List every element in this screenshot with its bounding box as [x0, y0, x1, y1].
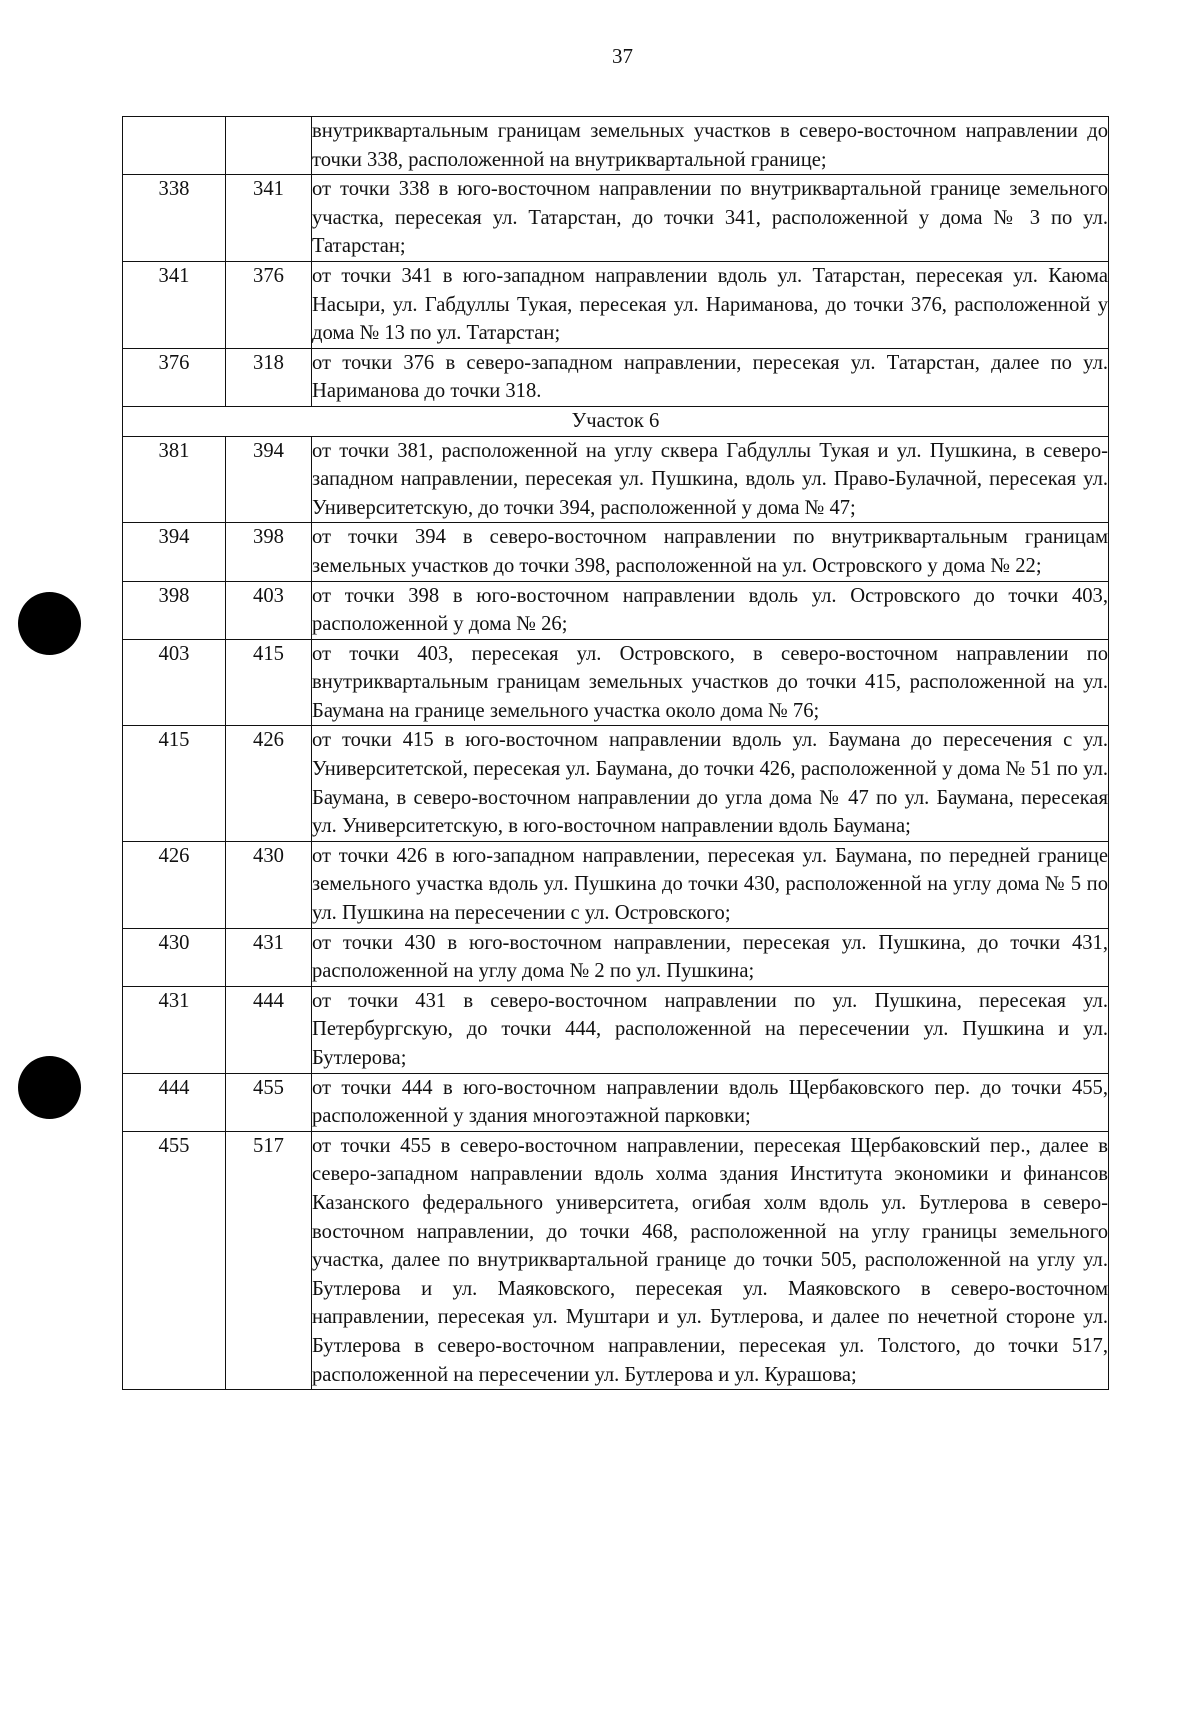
- point-from: 394: [123, 523, 226, 581]
- point-from: 381: [123, 436, 226, 523]
- point-from: 431: [123, 986, 226, 1073]
- boundary-description: от точки 394 в северо-восточном направлении по внутриквартальным границам земельных участков до точки 398, расположенной на ул. Островского у дома № 22;: [312, 523, 1109, 581]
- table-row: [123, 348, 1109, 406]
- point-to: 415: [226, 639, 312, 726]
- table-row: [123, 1073, 1109, 1131]
- table-row: [123, 581, 1109, 639]
- point-from: 403: [123, 639, 226, 726]
- section-title: Участок 6: [123, 406, 1109, 436]
- boundary-description: от точки 455 в северо-восточном направлении, пересекая Щербаковский пер., далее в северо-западном направлении вдоль холма здания Института экономики и финансов Казанского федерального университета, огибая холм вдоль ул. Бутлерова в северо-восточном направлении, до точки 468, расположенной на углу границы земельного участка, далее по внутриквартальной границе до точки 505, расположенной на углу ул. Бутлерова и ул. Маяковского, пересекая ул. Маяковского в северо-восточном направлении, пересекая ул. Муштари и ул. Бутлерова, и далее по нечетной стороне ул. Бутлерова в северо-восточном направлении, пересекая ул. Толстого, до точки 517, расположенной на пересечении ул. Бутлерова и ул. Курашова;: [312, 1131, 1109, 1389]
- point-from: 376: [123, 348, 226, 406]
- table-row: [123, 928, 1109, 986]
- point-from: 338: [123, 175, 226, 262]
- table-row: [123, 523, 1109, 581]
- point-to: 341: [226, 175, 312, 262]
- point-to: 517: [226, 1131, 312, 1389]
- point-to: 394: [226, 436, 312, 523]
- point-to: 430: [226, 841, 312, 928]
- boundary-points-table: [122, 116, 1109, 1390]
- boundary-description: от точки 338 в юго-восточном направлении по внутриквартальной границе земельного участка, пересекая ул. Татарстан, до точки 341, расположенной у дома № 3 по ул. Татарстан;: [312, 175, 1109, 262]
- point-from: 426: [123, 841, 226, 928]
- point-from: 341: [123, 261, 226, 348]
- punch-hole-mark: [18, 592, 81, 655]
- table-row: [123, 175, 1109, 262]
- boundary-description: от точки 403, пересекая ул. Островского, в северо-восточном направлении по внутриквартальным границам земельных участков до точки 415, расположенной на ул. Баумана на границе земельного участка около дома № 76;: [312, 639, 1109, 726]
- section-header-row: [123, 406, 1109, 436]
- point-from: 444: [123, 1073, 226, 1131]
- table-row: [123, 261, 1109, 348]
- point-to: 376: [226, 261, 312, 348]
- table-row: [123, 841, 1109, 928]
- table-row: [123, 639, 1109, 726]
- page-number: 37: [612, 44, 633, 68]
- table-row: [123, 1131, 1109, 1389]
- punch-hole-mark: [18, 1056, 81, 1119]
- boundary-description: от точки 398 в юго-восточном направлении вдоль ул. Островского до точки 403, расположенной у дома № 26;: [312, 581, 1109, 639]
- point-from: 398: [123, 581, 226, 639]
- point-to: 318: [226, 348, 312, 406]
- table-row: [123, 986, 1109, 1073]
- boundary-description: от точки 381, расположенной на углу сквера Габдуллы Тукая и ул. Пушкина, в северо-западном направлении, пересекая ул. Пушкина, вдоль ул. Право-Булачной, пересекая ул. Университетскую, до точки 394, расположенной у дома № 47;: [312, 436, 1109, 523]
- table-row: [123, 726, 1109, 841]
- boundary-description: от точки 426 в юго-западном направлении, пересекая ул. Баумана, по передней границе земельного участка вдоль ул. Пушкина до точки 430, расположенной на углу дома № 5 по ул. Пушкина на пересечении с ул. Островского;: [312, 841, 1109, 928]
- point-from: 430: [123, 928, 226, 986]
- point-to: 398: [226, 523, 312, 581]
- table-row: [123, 117, 1109, 175]
- point-to: [226, 117, 312, 175]
- point-from: 455: [123, 1131, 226, 1389]
- boundary-description: внутриквартальным границам земельных участков в северо-восточном направлении до точки 338, расположенной на внутриквартальной границе;: [312, 117, 1109, 175]
- point-to: 431: [226, 928, 312, 986]
- point-to: 403: [226, 581, 312, 639]
- point-to: 455: [226, 1073, 312, 1131]
- boundary-description: от точки 431 в северо-восточном направлении по ул. Пушкина, пересекая ул. Петербургскую, до точки 444, расположенной на пересечении ул. Пушкина и ул. Бутлерова;: [312, 986, 1109, 1073]
- boundary-description: от точки 444 в юго-восточном направлении вдоль Щербаковского пер. до точки 455, расположенной у здания многоэтажной парковки;: [312, 1073, 1109, 1131]
- table-row: [123, 436, 1109, 523]
- point-to: 426: [226, 726, 312, 841]
- point-to: 444: [226, 986, 312, 1073]
- point-from: 415: [123, 726, 226, 841]
- point-from: [123, 117, 226, 175]
- boundary-description: от точки 415 в юго-восточном направлении вдоль ул. Баумана до пересечения с ул. Университетской, пересекая ул. Баумана, до точки 426, расположенной у дома № 51 по ул. Баумана, в северо-восточном направлении до угла дома № 47 по ул. Баумана, пересекая ул. Университетскую, в юго-восточном направлении вдоль Баумана;: [312, 726, 1109, 841]
- boundary-description: от точки 376 в северо-западном направлении, пересекая ул. Татарстан, далее по ул. Нариманова до точки 318.: [312, 348, 1109, 406]
- boundary-description: от точки 430 в юго-восточном направлении, пересекая ул. Пушкина, до точки 431, расположенной на углу дома № 2 по ул. Пушкина;: [312, 928, 1109, 986]
- boundary-description: от точки 341 в юго-западном направлении вдоль ул. Татарстан, пересекая ул. Каюма Насыри, ул. Габдуллы Тукая, пересекая ул. Нариманова, до точки 376, расположенной у дома № 13 по ул. Татарстан;: [312, 261, 1109, 348]
